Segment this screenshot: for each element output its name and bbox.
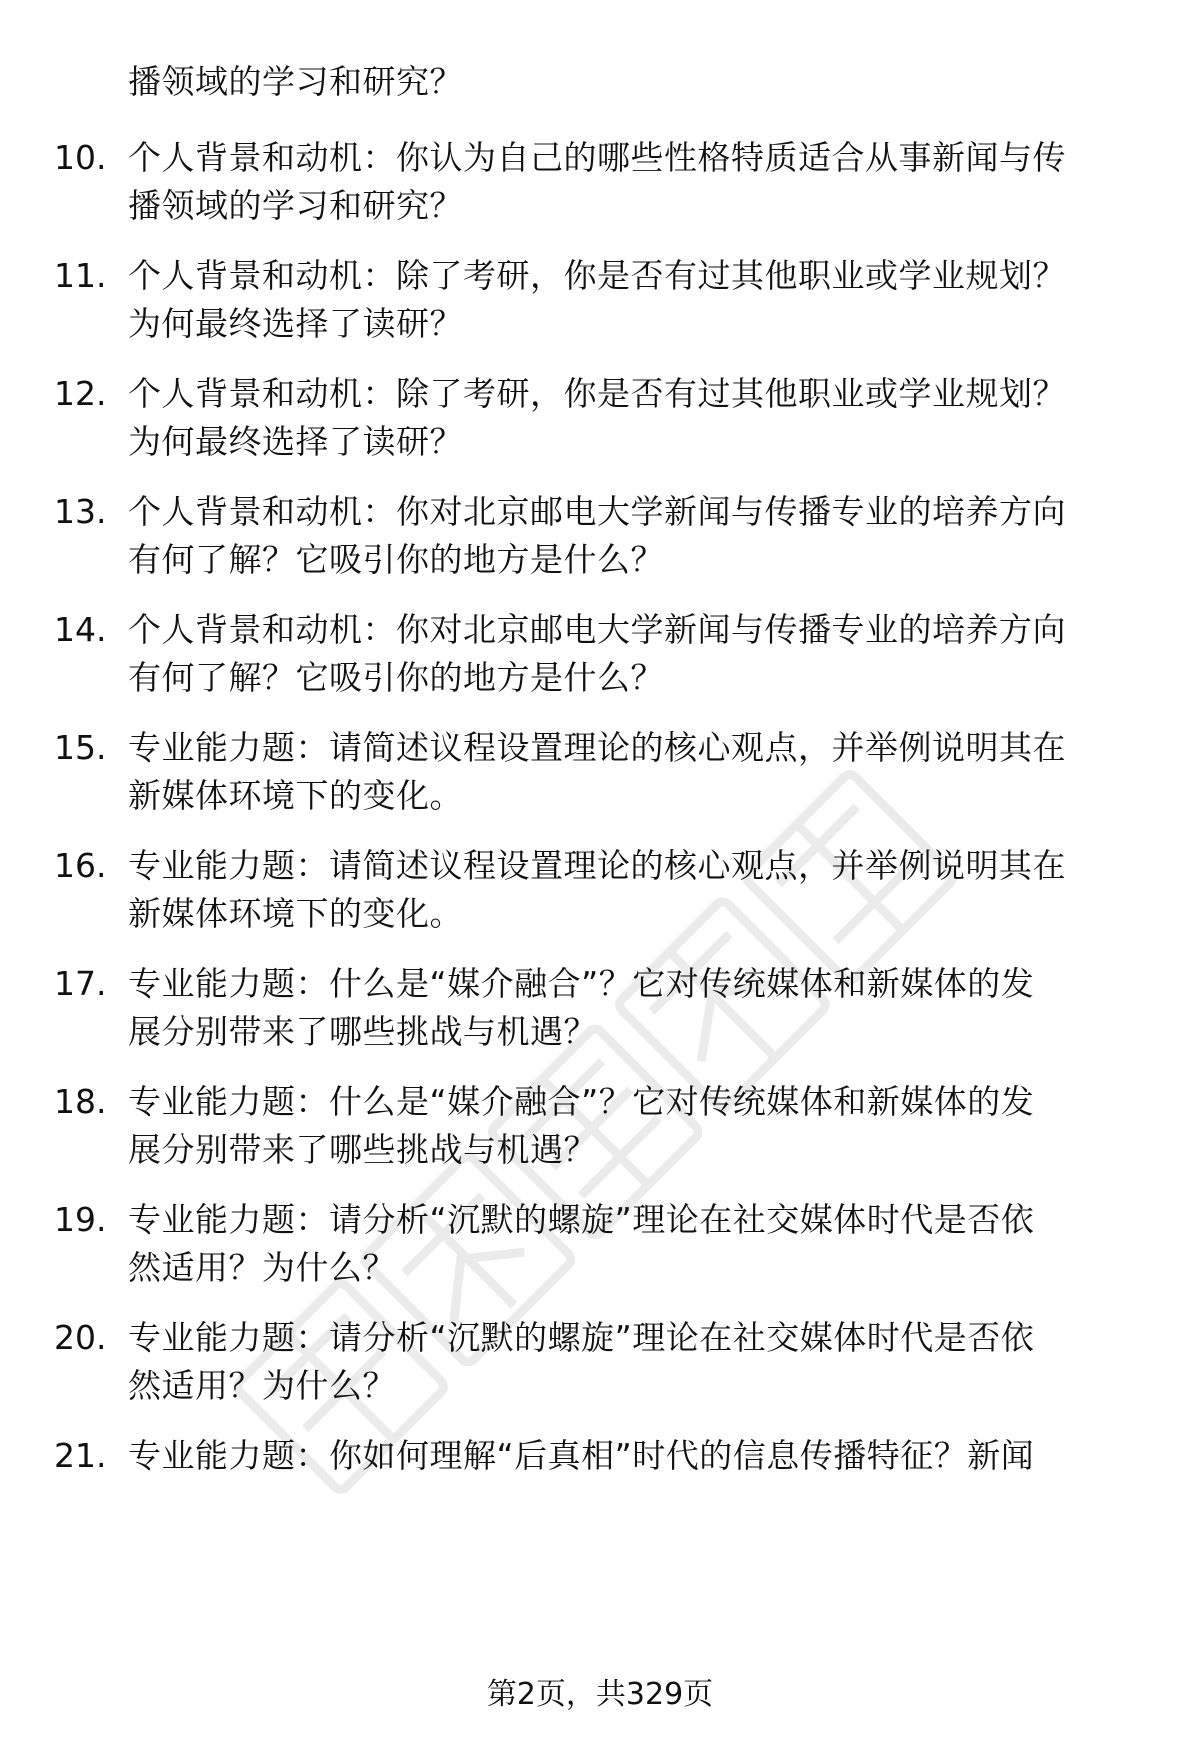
item-text-line2: 为何最终选择了读研？ bbox=[128, 422, 463, 461]
item-text-line1: 个人背景和动机：除了考研，你是否有过其他职业或学业规划？ bbox=[128, 256, 1066, 295]
item-number: 15. bbox=[54, 728, 107, 767]
item-text-line1: 专业能力题：请分析“沉默的螺旋”理论在社交媒体时代是否依 bbox=[128, 1318, 1035, 1357]
item-text-line2: 然适用？为什么？ bbox=[128, 1248, 396, 1287]
item-text-line2: 为何最终选择了读研？ bbox=[128, 304, 463, 343]
item-text-line2: 展分别带来了哪些挑战与机遇？ bbox=[128, 1012, 597, 1051]
item-text-line2: 新媒体环境下的变化。 bbox=[128, 894, 463, 933]
item-text-line2: 新媒体环境下的变化。 bbox=[128, 776, 463, 815]
item-text-line1: 个人背景和动机：除了考研，你是否有过其他职业或学业规划？ bbox=[128, 374, 1066, 413]
item-number: 19. bbox=[54, 1200, 107, 1239]
item-number: 14. bbox=[54, 610, 107, 649]
item-text-line2: 展分别带来了哪些挑战与机遇？ bbox=[128, 1130, 597, 1169]
item-text-line2: 播领域的学习和研究？ bbox=[128, 186, 463, 225]
item-text-line1: 个人背景和动机：你对北京邮电大学新闻与传播专业的培养方向 bbox=[128, 492, 1066, 531]
item-number: 17. bbox=[54, 964, 107, 1003]
item-text-line1: 专业能力题：请简述议程设置理论的核心观点，并举例说明其在 bbox=[128, 728, 1066, 767]
item-text-line1: 个人背景和动机：你对北京邮电大学新闻与传播专业的培养方向 bbox=[128, 610, 1066, 649]
item-number: 20. bbox=[54, 1318, 107, 1357]
item-number: 13. bbox=[54, 492, 107, 531]
item-text-line1: 专业能力题：请分析“沉默的螺旋”理论在社交媒体时代是否依 bbox=[128, 1200, 1035, 1239]
item-text-line1: 专业能力题：什么是“媒介融合”？它对传统媒体和新媒体的发 bbox=[128, 1082, 1035, 1121]
item-number: 21. bbox=[54, 1436, 107, 1475]
page-footer: 第2页，共329页 bbox=[486, 1677, 714, 1712]
item-number: 12. bbox=[54, 374, 107, 413]
item-number: 10. bbox=[54, 138, 107, 177]
item-text-line1: 专业能力题：什么是“媒介融合”？它对传统媒体和新媒体的发 bbox=[128, 964, 1035, 1003]
item-text-line2: 有何了解？它吸引你的地方是什么？ bbox=[128, 658, 664, 697]
item-text-line1: 专业能力题：你如何理解“后真相”时代的信息传播特征？新闻 bbox=[128, 1436, 1035, 1475]
item-text-line2: 有何了解？它吸引你的地方是什么？ bbox=[128, 540, 664, 579]
item-text-line1: 个人背景和动机：你认为自己的哪些性格特质适合从事新闻与传 bbox=[128, 138, 1066, 177]
item-number: 11. bbox=[54, 256, 107, 295]
continued-text: 播领域的学习和研究？ bbox=[128, 62, 463, 101]
item-text-line2: 然适用？为什么？ bbox=[128, 1366, 396, 1405]
item-number: 16. bbox=[54, 846, 107, 885]
item-number: 18. bbox=[54, 1082, 107, 1121]
item-text-line1: 专业能力题：请简述议程设置理论的核心观点，并举例说明其在 bbox=[128, 846, 1066, 885]
